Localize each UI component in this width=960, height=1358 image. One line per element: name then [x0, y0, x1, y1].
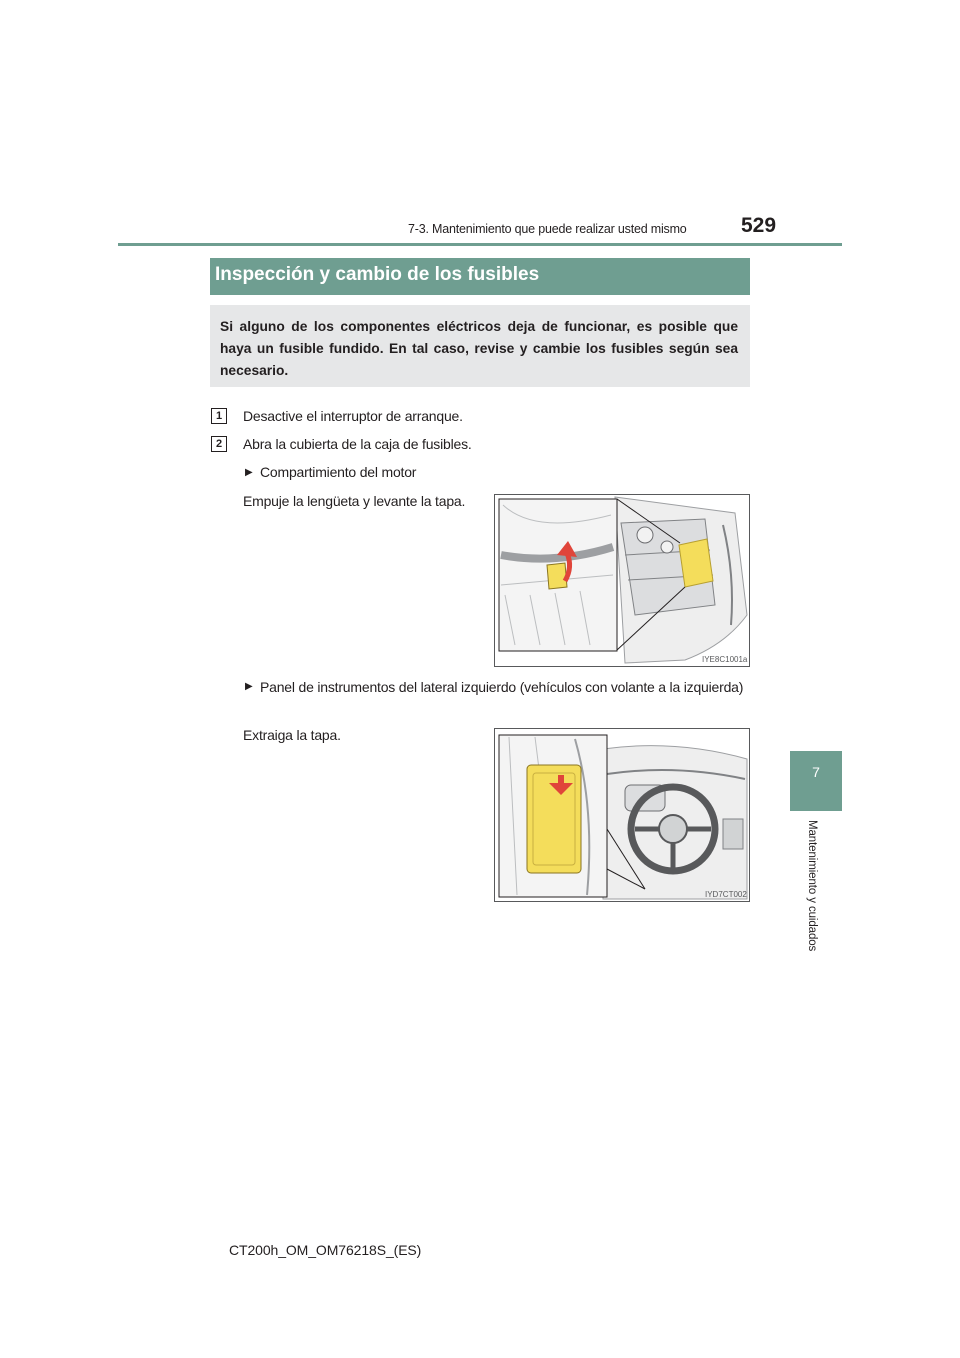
sub-item-instruction: Empuje la lengüeta y levante la tapa.: [243, 493, 466, 509]
sub-item-heading: Compartimiento del motor: [260, 464, 417, 480]
sub-item-heading: Panel de instrumentos del lateral izquierdo (vehículos con volante a la izquierda): [260, 679, 744, 695]
instrument-panel-illustration: [494, 728, 750, 902]
sub-item-instruction: Extraiga la tapa.: [243, 727, 341, 743]
step-number-box: 1: [211, 408, 227, 424]
bullet-triangle-icon: ▶: [245, 467, 253, 478]
step-text: Abra la cubierta de la caja de fusibles.: [243, 436, 472, 452]
intro-box: Si alguno de los componentes eléctricos deja de funcionar, es posible que haya un fusible fundido. En tal caso, revise y cambie los fusibles según sea necesario.: [210, 305, 750, 387]
chapter-tab: [790, 751, 842, 811]
engine-compartment-illustration: [494, 494, 750, 667]
page-title: Inspección y cambio de los fusibles: [210, 258, 750, 295]
step-number-box: 2: [211, 436, 227, 452]
chapter-number: 7: [812, 764, 820, 780]
figure-code: IYE8C1001a: [702, 655, 748, 664]
engine-compartment-drawing: [495, 495, 749, 666]
bullet-triangle-icon: ▶: [245, 681, 253, 692]
step-text: Desactive el interruptor de arranque.: [243, 408, 463, 424]
chapter-title: Mantenimiento y cuidados: [806, 820, 818, 952]
figure-code: IYD7CT002: [705, 890, 747, 899]
document-code: CT200h_OM_OM76218S_(ES): [229, 1242, 422, 1258]
page-number: 529: [741, 214, 777, 237]
instrument-panel-drawing: [495, 729, 749, 901]
section-header: 7-3. Mantenimiento que puede realizar usted mismo: [408, 222, 687, 236]
header-rule: [118, 243, 842, 246]
